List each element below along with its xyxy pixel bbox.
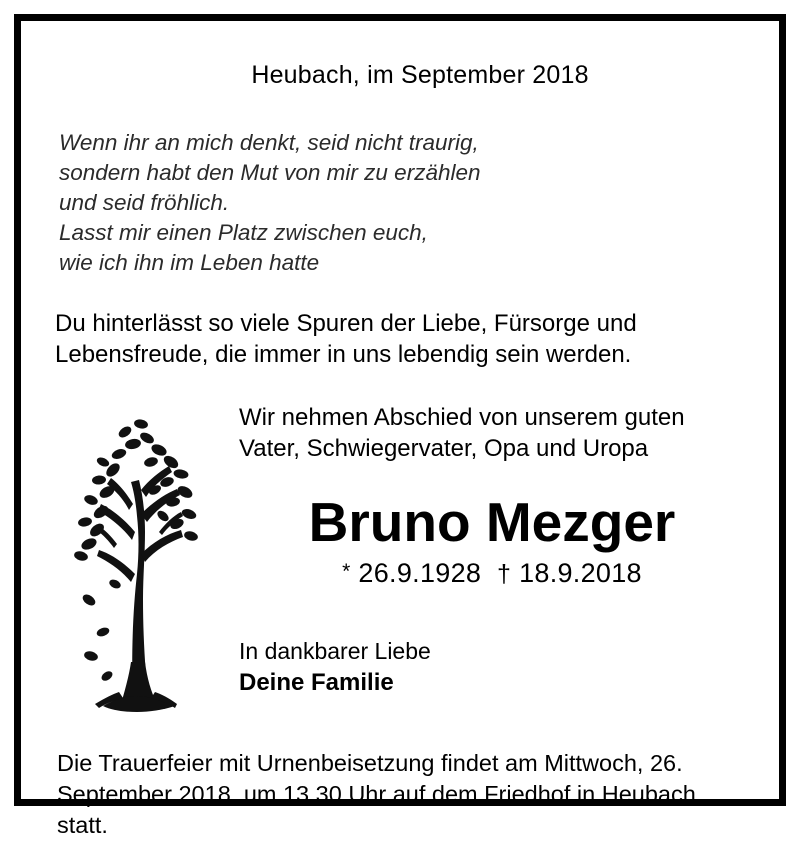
life-dates	[239, 558, 745, 589]
family-signature: Deine Familie	[239, 669, 394, 696]
tribute-text: Du hinterlässt so viele Spuren der Liebe, Fürsorge und Lebensfreude, die immer in uns lebendig sein werden.	[55, 310, 637, 368]
poem-line-3: und seid fröhlich.	[59, 190, 230, 215]
poem-block	[55, 128, 745, 278]
closing-block	[239, 635, 745, 699]
place-and-date: Heubach, im September 2018	[251, 61, 589, 89]
death-symbol: †	[497, 560, 512, 588]
poem-line-4: Lasst mir einen Platz zwischen euch,	[59, 220, 428, 245]
poem-line-1: Wenn ihr an mich denkt, seid nicht traurig,	[59, 130, 479, 155]
poem-line-5: wie ich ihn im Leben hatte	[59, 250, 320, 275]
closing-line: In dankbarer Liebe	[239, 638, 431, 664]
ceremony-details: Die Trauerfeier mit Urnenbeisetzung findet am Mittwoch, 26. September 2018, um 13.30 Uhr auf dem Friedhof in Heubach statt.	[57, 750, 696, 838]
illustration-and-farewell	[55, 396, 745, 714]
farewell-text: Wir nehmen Abschied von unserem guten Vater, Schwiegervater, Opa und Uropa	[239, 404, 685, 462]
birth-date: 26.9.1928	[358, 558, 482, 588]
birth-symbol: *	[342, 560, 351, 583]
deceased-name: Bruno Mezger	[308, 491, 676, 553]
tree-illustration-icon	[55, 396, 225, 714]
farewell-and-name	[225, 396, 745, 699]
death-date: 18.9.2018	[519, 558, 642, 588]
poem-line-2: sondern habt den Mut von mir zu erzählen	[59, 160, 481, 185]
obituary-border	[14, 14, 786, 838]
